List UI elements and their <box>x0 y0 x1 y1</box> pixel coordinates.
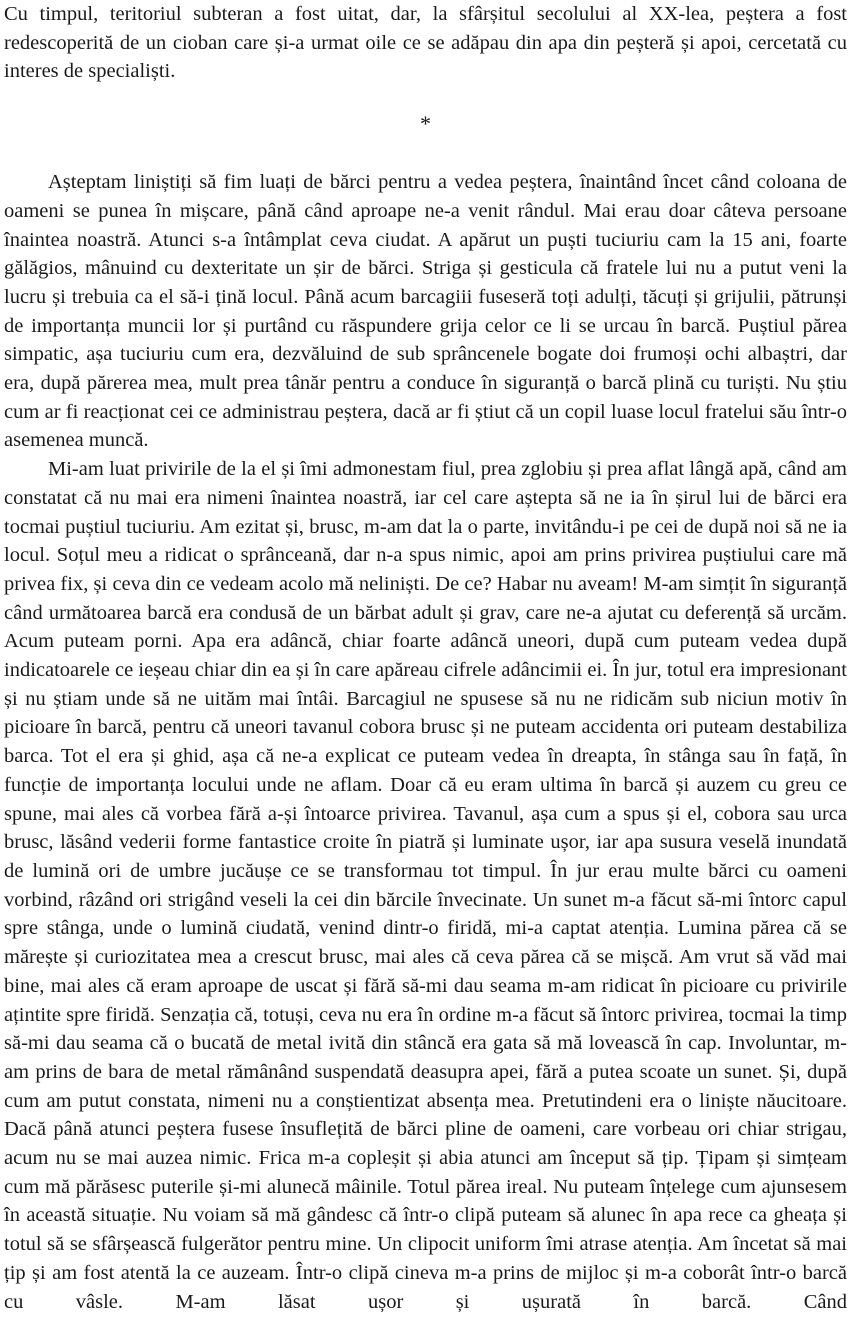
paragraph-waiting-boats: Așteptam liniștiți să fim luați de bărci pentru a vedea peștera, înaintând încet când coloana de oameni se punea în mișcare, până când aproape ne-a venit rândul. Mai erau doar câteva persoane înaintea noastră. Atunci s-a întâmplat ceva ciudat. A apărut un puști tuciuriu cam la 15 ani, foarte gălăgios, mânuind cu dexteritate un șir de bărci. Striga și gesticula că fratele lui nu a putut veni la lucru și trebuia ca el să-i țină locul. Până acum barcagiii fuseseră toți adulți, tăcuți și grijulii, pătrunși de importanța muncii lor și purtând cu răspundere grija celor ce li se urcau în barcă. Puștiul părea simpatic, așa tuciuriu cum era, dezvăluind de sub sprâncenele bogate doi frumoși ochi albaștri, dar era, după părerea mea, mult prea tânăr pentru a conduce în siguranță o barcă plină cu turiști. Nu știu cum ar fi reacționat cei ce administrau peștera, dacă ar fi știut că un copil luase locul fratelui său într-o asemenea muncă. <box>4 171 847 452</box>
intro-paragraph: Cu timpul, teritoriul subteran a fost uitat, dar, la sfârșitul secolului al XX-lea, peștera a fost redescoperită de un cioban care și-a urmat oile ce se adăpau din apa din peșteră și apoi, cercetată cu interes de specialiști. <box>4 3 847 83</box>
paragraph-boat-ride: Mi-am luat privirile de la el și îmi admonestam fiul, prea zglobiu și prea aflat lângă apă, când am constatat că nu mai era nimeni înaintea noastră, iar cel care aștepta să ne ia în șirul lui de bărci era tocmai puștiul tuciuriu. Am ezitat și, brusc, m-am dat la o parte, invitându-i pe cei de după noi să ne ia locul. Soțul meu a ridicat o sprânceană, dar n-a spus nimic, apoi am prins privirea puștiului care mă privea fix, și ceva din ce vedeam acolo mă neliniști. De ce? Habar nu aveam! M-am simțit în siguranță când următoarea barcă era condusă de un bărbat adult și grav, care ne-a ajutat cu deferență să urcăm. Acum puteam porni. Apa era adâncă, chiar foarte adâncă uneori, după cum puteam vedea după indicatoarele ce ieșeau chiar din ea și în care apăreau cifrele adâncimii ei. În jur, totul era impresionant și nu știam unde să ne uităm mai întâi. Barcagiul ne spusese să nu ne ridicăm sub niciun motiv în picioare în barcă, pentru că uneori tavanul cobora brusc și ne puteam accidenta ori puteam destabiliza barca. Tot el era și ghid, așa că ne-a explicat ce puteam vedea în dreapta, în stânga sau în față, în funcție de importanța locului unde ne aflam. Doar că eu eram ultima în barcă și auzem cu greu ce spune, mai ales că vorbea fără a-și întoarce privirea. Tavanul, așa cum a spus și el, cobora sau urca brusc, lăsând vederii forme fantastice croite în piatră și luminate ușor, iar apa susura veselă inundată de lumină ori de umbre jucăușe ce se transformau tot timpul. În jur erau multe bărci cu oameni vorbind, râzând ori strigând veseli la cei din bărcile învecinate. Un sunet m-a făcut să-mi întorc capul spre stânga, unde o lumină ciudată, venind dintr-o firidă, mi-a captat atenția. Lumina părea că se mărește și curiozitatea mea a crescut brusc, mai ales că ceva părea că se mișcă. Am vrut să văd mai bine, mai ales că eram aproape de uscat și fără să-mi dau seama m-am ridicat în picioare cu privirile ațintite spre firidă. Senzația că, totuși, ceva nu era în ordine m-a făcut să întorc privirea, tocmai la timp să-mi dau seama că o bucată de metal ivită din stâncă era gata să mă lovească în cap. Involuntar, m-am prins de bara de metal rămânând suspendată deasupra apei, fără a putea scoate un sunet. Și, după cum am putut constata, nimeni nu a conștientizat absența mea. Pretutindeni era o liniște năucitoare. Dacă până atunci peștera fusese însuflețită de bărci pline de oameni, care vorbeau ori chiar strigau, acum nu se mai auzea nimic. Frica m-a copleșit și abia atunci am început să țip. Țipam și simțeam cum mă părăsesc puterile și-mi alunecă mâinile. Totul părea ireal. Nu puteam înțelege cum ajunsesem în această situație. Nu voiam să mă gândesc că într-o clipă puteam să alunec în apa rece ca gheața și totul să se sfârșească fulgerător pentru mine. Un clipocit uniform îmi atrase atenția. Am încetat să mai țip și am fost atentă la ce auzeam. Într-o clipă cineva m-a prins de mijloc și m-a coborât într-o barcă cu vâsle. M-am lăsat ușor și ușurată în barcă. Când <box>4 458 847 1313</box>
section-separator: * <box>420 111 431 137</box>
document-page <box>4 0 847 1316</box>
